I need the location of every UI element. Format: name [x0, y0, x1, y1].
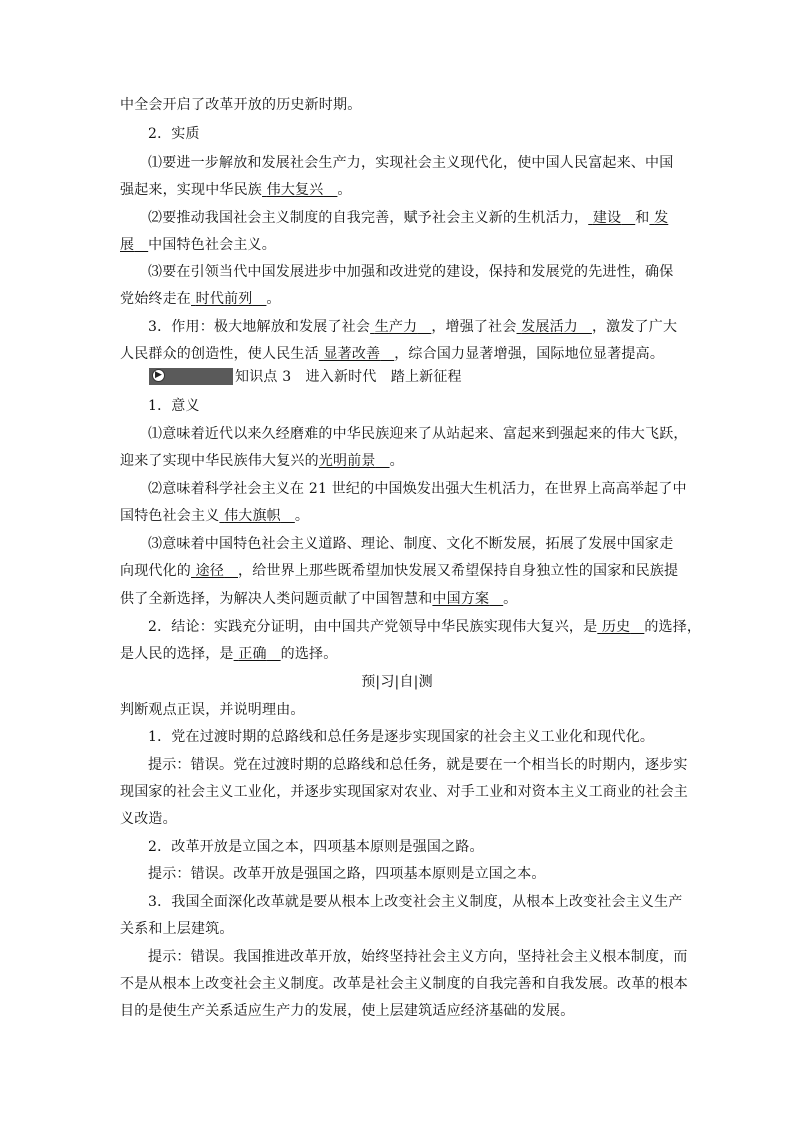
- text: 现国家的社会主义工业化，并逐步实现国家对农业、对手工业和对资本主义工商业的社会主: [120, 784, 688, 800]
- text: 。: [266, 291, 281, 307]
- paragraph-line: [148, 425, 688, 443]
- blank-answer: 显著改善: [323, 346, 381, 362]
- blank-answer: 时代前列: [195, 291, 253, 307]
- paragraph-line: [148, 535, 673, 553]
- text: 迎来了实现中华民族伟大复兴的: [120, 453, 319, 469]
- blank-answer: 历史: [601, 619, 631, 635]
- text: 向现代化的: [120, 563, 191, 579]
- paragraph-line: [120, 96, 361, 114]
- quiz-title: [0, 673, 794, 691]
- paragraph-line: [120, 507, 309, 525]
- text: 的选择。: [280, 646, 338, 662]
- quiz-answer: [148, 756, 688, 774]
- paragraph-line: [120, 290, 281, 308]
- quiz-answer: [120, 975, 688, 993]
- text: ⑶要在引领当代中国发展进步中加强和改进党的建设，保持和发展党的先进性，确保: [148, 264, 674, 280]
- paragraph-line: [120, 345, 664, 363]
- text: 知识点 3 进入新时代 踏上新征程: [235, 369, 462, 385]
- text: ，给世界上那些既希望加快发展又希望保持自身独立性的国家和民族提: [238, 563, 679, 579]
- quiz-answer: [120, 810, 177, 828]
- text: ，综合国力显著增强，国际地位显著提高。: [394, 346, 665, 362]
- paragraph-line: [148, 480, 687, 498]
- quiz-answer: [148, 865, 546, 883]
- paragraph-line: [120, 452, 404, 470]
- text: 人民群众的创造性，使人民生活: [120, 346, 319, 362]
- blank-answer: 建设: [592, 210, 622, 226]
- text: 。: [337, 182, 352, 198]
- text: ⑴意味着近代以来久经磨难的中华民族迎来了从站起来、富起来到强起来的伟大飞跃，: [148, 426, 688, 442]
- text: ⑵要推动我国社会主义制度的自我完善，赋予社会主义新的生机活力，: [148, 210, 589, 226]
- text: 中国特色社会主义。: [148, 237, 276, 253]
- knowledge-point-title: [235, 368, 462, 386]
- text: ，增强了社会: [431, 319, 517, 335]
- quiz-question: [120, 920, 234, 938]
- text: 。: [503, 591, 518, 607]
- text: 预|习|自|测: [361, 674, 433, 690]
- text: 提示：错误。改革开放是强国之路，四项基本原则是立国之本。: [148, 866, 546, 882]
- text: 提示：错误。党在过渡时期的总路线和总任务，就是要在一个相当长的时期内，逐步实: [148, 757, 688, 773]
- text: 1．党在过渡时期的总路线和总任务是逐步实现国家的社会主义工业化和现代化。: [148, 729, 655, 745]
- blank-answer: 中国方案: [432, 591, 490, 607]
- text: 关系和上层建筑。: [120, 921, 234, 937]
- blank-answer: 展: [120, 237, 135, 253]
- text: ⑴要进一步解放和发展社会生产力，实现社会主义现代化，使中国人民富起来、中国: [148, 155, 674, 171]
- paragraph-line: [148, 618, 701, 636]
- paragraph-line: [120, 590, 517, 608]
- text: 提示：错误。我国推进改革开放，始终坚持社会主义方向，坚持社会主义根本制度，而: [148, 949, 688, 965]
- section-heading: [148, 125, 200, 143]
- text: 目的是使生产关系适应生产力的发展，使上层建筑适应经济基础的发展。: [120, 1003, 575, 1019]
- paragraph-line: [148, 209, 668, 227]
- paragraph-line: [120, 645, 337, 663]
- paragraph-line: [148, 154, 673, 172]
- text: 判断观点正误，并说明理由。: [120, 702, 305, 718]
- quiz-question: [148, 893, 683, 911]
- paragraph-line: [120, 562, 678, 580]
- blank-answer: 伟大复兴: [266, 182, 324, 198]
- text: 2．结论：实践充分证明，由中国共产党领导中华民族实现伟大复兴，是: [148, 619, 598, 635]
- quiz-answer: [120, 783, 688, 801]
- play-circle-icon: ▶: [152, 369, 165, 382]
- blank-answer: 发: [654, 210, 669, 226]
- text: 。: [389, 453, 404, 469]
- blank-answer: 光明前景: [318, 453, 376, 469]
- blank-answer: 正确: [238, 646, 267, 662]
- paragraph-line: [148, 263, 673, 281]
- paragraph-line: [120, 181, 352, 199]
- text: ⑶意味着中国特色社会主义道路、理论、制度、文化不断发展，拓展了发展中国家走: [148, 536, 674, 552]
- text: 和: [635, 210, 650, 226]
- quiz-question: [148, 838, 484, 856]
- text: 不是从根本上改变社会主义制度。改革是社会主义制度的自我完善和自我发展。改革的根本: [120, 976, 688, 992]
- text: 义改造。: [120, 811, 177, 827]
- blank-answer: 发展活力: [521, 319, 578, 335]
- text: 2．实质: [148, 126, 200, 142]
- quiz-answer: [120, 1002, 574, 1020]
- text: 1．意义: [148, 398, 200, 414]
- text: 中全会开启了改革开放的历史新时期。: [120, 97, 362, 113]
- text: ，激发了广大: [591, 319, 678, 335]
- blank-answer: 生产力: [374, 319, 418, 335]
- text: 2．改革开放是立国之本，四项基本原则是强国之路。: [148, 839, 484, 855]
- quiz-question: [148, 728, 654, 746]
- text: 。: [294, 508, 310, 524]
- text: ⑵意味着科学社会主义在 21 世纪的中国焕发出强大生机活力，在世界上高高举起了中: [148, 481, 687, 497]
- text: 3．我国全面深化改革就是要从根本上改变社会主义制度，从根本上改变社会主义生产: [148, 894, 683, 910]
- text: 的选择，: [644, 619, 702, 635]
- quiz-answer: [148, 948, 688, 966]
- blank-answer: 伟大旗帜: [224, 508, 281, 524]
- paragraph-line: [120, 236, 276, 254]
- text: 国特色社会主义: [120, 508, 220, 524]
- text: 是人民的选择，是: [120, 646, 234, 662]
- text: 供了全新选择，为解决人类问题贡献了中国智慧和: [120, 591, 433, 607]
- text: 党始终走在: [120, 291, 191, 307]
- blank-answer: 途径: [195, 563, 225, 579]
- section-heading: [148, 397, 200, 415]
- paragraph-line: [148, 318, 677, 336]
- quiz-instruction: [120, 701, 305, 719]
- text: 强起来，实现中华民族: [120, 182, 262, 198]
- text: 3．作用：极大地解放和发展了社会: [148, 319, 371, 335]
